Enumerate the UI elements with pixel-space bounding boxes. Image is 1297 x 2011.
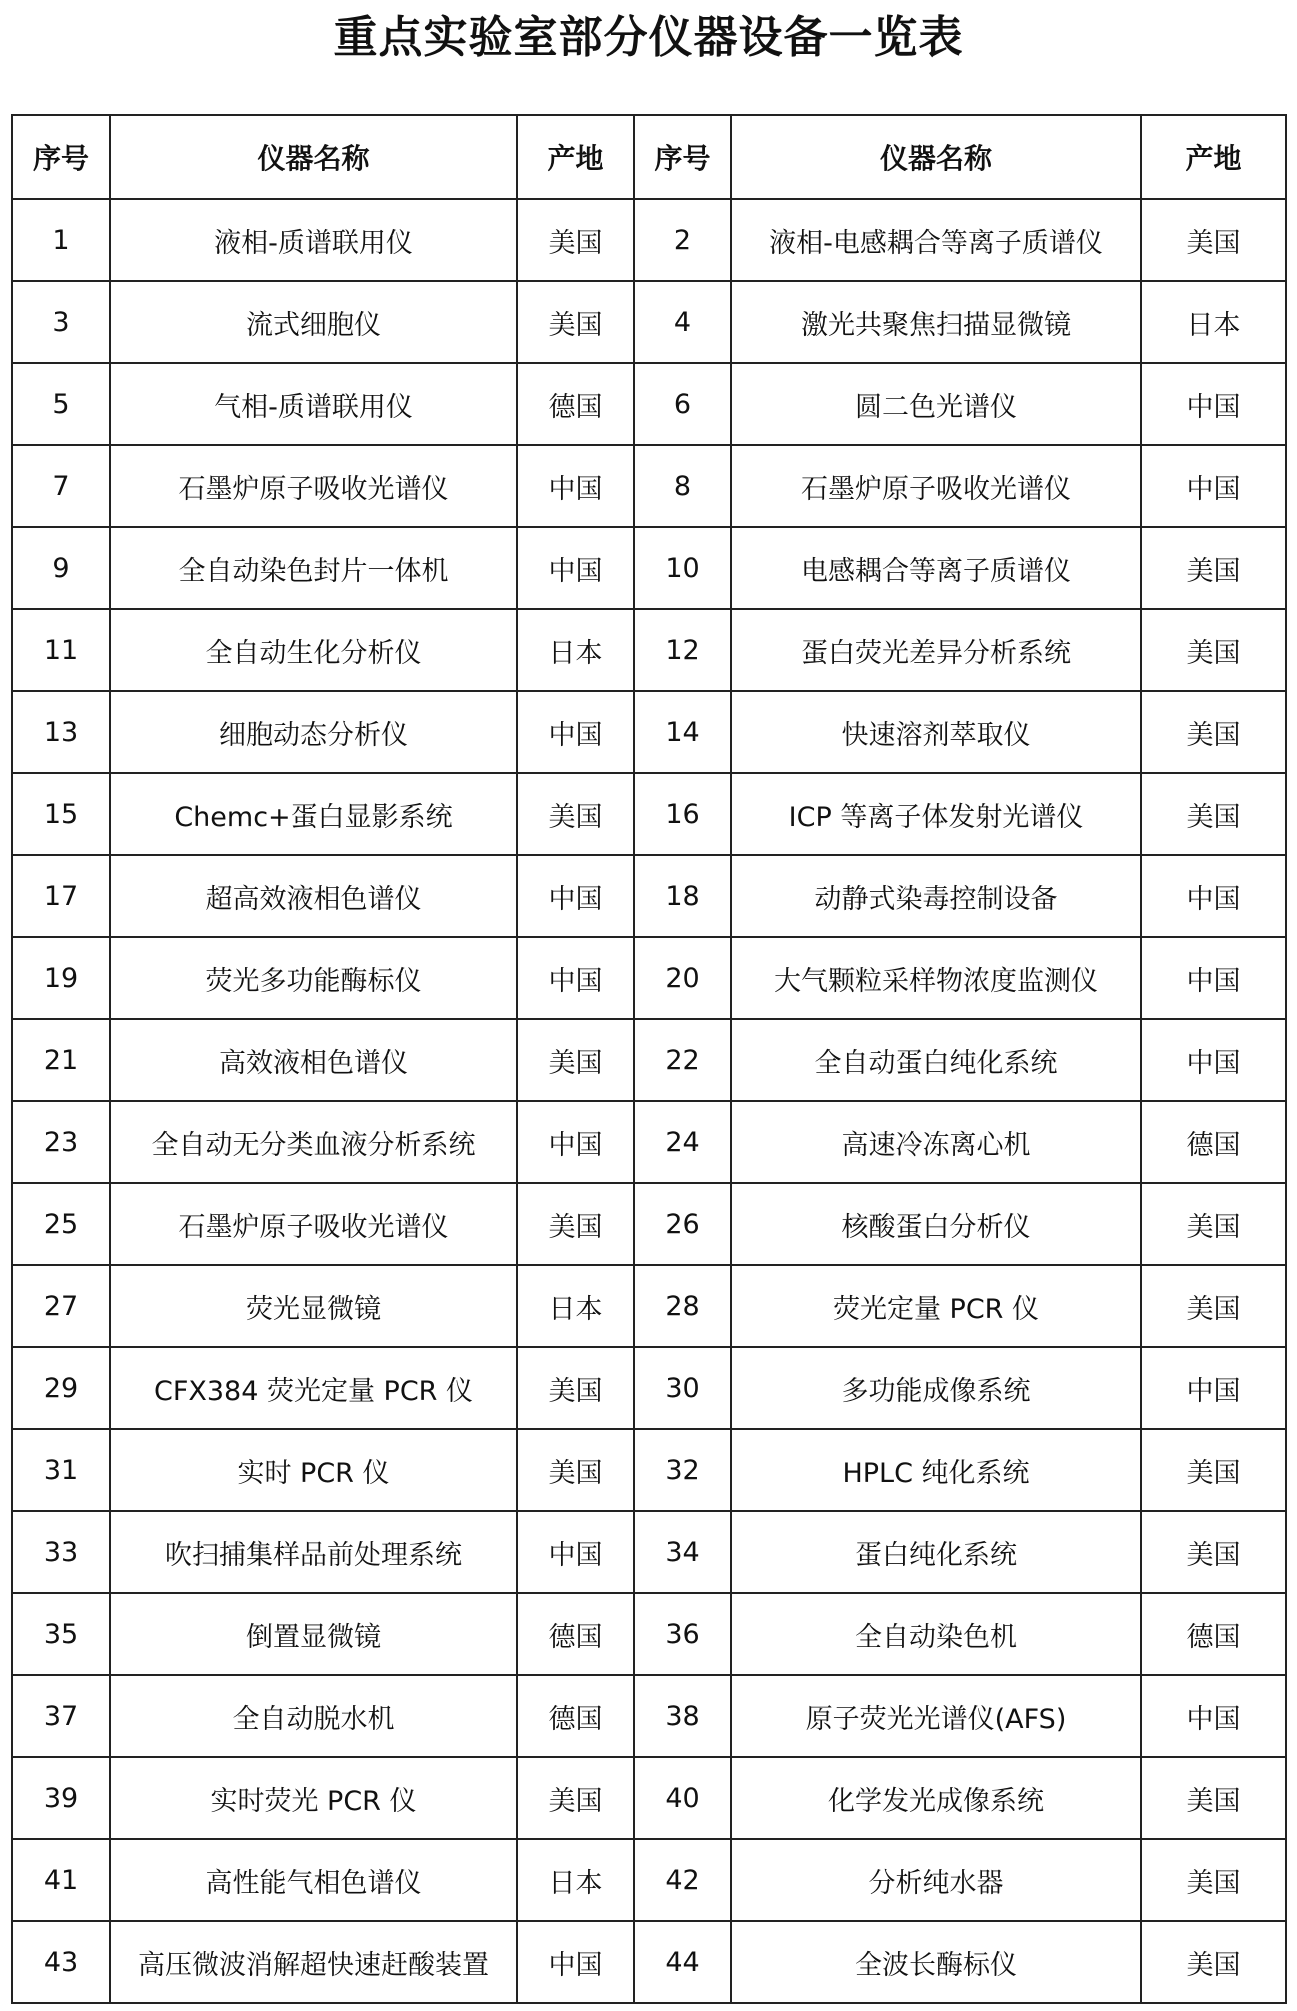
serial-left: 29	[12, 1347, 110, 1429]
header-serial-left: 序号	[12, 115, 110, 199]
serial-right: 14	[634, 691, 731, 773]
origin-left: 中国	[517, 937, 634, 1019]
instrument-name-right: 石墨炉原子吸收光谱仪	[731, 445, 1141, 527]
origin-right: 美国	[1141, 527, 1286, 609]
origin-left: 美国	[517, 1019, 634, 1101]
table-row	[12, 363, 1286, 445]
instrument-name-left: 气相-质谱联用仪	[110, 363, 517, 445]
instrument-name-left: 石墨炉原子吸收光谱仪	[110, 1183, 517, 1265]
origin-left: 日本	[517, 1265, 634, 1347]
origin-left: 德国	[517, 1675, 634, 1757]
serial-right: 32	[634, 1429, 731, 1511]
origin-right: 美国	[1141, 1183, 1286, 1265]
table-row	[12, 1511, 1286, 1593]
serial-left: 31	[12, 1429, 110, 1511]
origin-left: 中国	[517, 445, 634, 527]
origin-left: 美国	[517, 199, 634, 281]
origin-right: 中国	[1141, 445, 1286, 527]
instrument-name-right: 全波长酶标仪	[731, 1921, 1141, 2003]
origin-left: 中国	[517, 691, 634, 773]
instrument-name-right: 核酸蛋白分析仪	[731, 1183, 1141, 1265]
serial-right: 18	[634, 855, 731, 937]
serial-left: 5	[12, 363, 110, 445]
origin-left: 美国	[517, 1183, 634, 1265]
serial-left: 1	[12, 199, 110, 281]
header-name-right: 仪器名称	[731, 115, 1141, 199]
origin-left: 中国	[517, 1511, 634, 1593]
instrument-name-left: 全自动无分类血液分析系统	[110, 1101, 517, 1183]
origin-left: 中国	[517, 855, 634, 937]
origin-left: 德国	[517, 363, 634, 445]
instrument-name-right: 分析纯水器	[731, 1839, 1141, 1921]
instrument-name-left: Chemc+蛋白显影系统	[110, 773, 517, 855]
origin-right: 德国	[1141, 1593, 1286, 1675]
serial-left: 17	[12, 855, 110, 937]
instrument-name-left: CFX384 荧光定量 PCR 仪	[110, 1347, 517, 1429]
serial-right: 6	[634, 363, 731, 445]
serial-left: 19	[12, 937, 110, 1019]
header-origin-left: 产地	[517, 115, 634, 199]
table-row	[12, 199, 1286, 281]
serial-right: 20	[634, 937, 731, 1019]
origin-right: 美国	[1141, 1429, 1286, 1511]
table-row	[12, 773, 1286, 855]
serial-right: 16	[634, 773, 731, 855]
instrument-name-left: 全自动脱水机	[110, 1675, 517, 1757]
instrument-name-right: 快速溶剂萃取仪	[731, 691, 1141, 773]
instrument-name-right: 激光共聚焦扫描显微镜	[731, 281, 1141, 363]
origin-right: 美国	[1141, 1921, 1286, 2003]
origin-right: 中国	[1141, 937, 1286, 1019]
serial-right: 2	[634, 199, 731, 281]
table-row	[12, 1183, 1286, 1265]
serial-left: 13	[12, 691, 110, 773]
instrument-name-right: 蛋白荧光差异分析系统	[731, 609, 1141, 691]
table-row	[12, 855, 1286, 937]
origin-right: 中国	[1141, 1675, 1286, 1757]
serial-right: 44	[634, 1921, 731, 2003]
origin-right: 中国	[1141, 855, 1286, 937]
serial-left: 35	[12, 1593, 110, 1675]
serial-right: 40	[634, 1757, 731, 1839]
instrument-name-right: 全自动染色机	[731, 1593, 1141, 1675]
table-row	[12, 609, 1286, 691]
origin-right: 美国	[1141, 1839, 1286, 1921]
origin-left: 日本	[517, 609, 634, 691]
instrument-name-left: 高效液相色谱仪	[110, 1019, 517, 1101]
instrument-name-left: 高性能气相色谱仪	[110, 1839, 517, 1921]
instrument-name-right: 化学发光成像系统	[731, 1757, 1141, 1839]
instrument-name-right: 原子荧光光谱仪(AFS)	[731, 1675, 1141, 1757]
serial-left: 43	[12, 1921, 110, 2003]
instrument-name-right: 蛋白纯化系统	[731, 1511, 1141, 1593]
serial-right: 12	[634, 609, 731, 691]
equipment-table	[11, 114, 1287, 2004]
instrument-name-right: 电感耦合等离子质谱仪	[731, 527, 1141, 609]
table-row	[12, 1101, 1286, 1183]
origin-left: 美国	[517, 1347, 634, 1429]
instrument-name-right: 大气颗粒采样物浓度监测仪	[731, 937, 1141, 1019]
serial-left: 9	[12, 527, 110, 609]
serial-left: 27	[12, 1265, 110, 1347]
serial-left: 21	[12, 1019, 110, 1101]
instrument-name-left: 荧光显微镜	[110, 1265, 517, 1347]
table-row	[12, 1839, 1286, 1921]
serial-right: 38	[634, 1675, 731, 1757]
serial-left: 33	[12, 1511, 110, 1593]
instrument-name-left: 高压微波消解超快速赶酸装置	[110, 1921, 517, 2003]
instrument-name-right: 全自动蛋白纯化系统	[731, 1019, 1141, 1101]
instrument-name-right: 液相-电感耦合等离子质谱仪	[731, 199, 1141, 281]
instrument-name-left: 细胞动态分析仪	[110, 691, 517, 773]
instrument-name-right: HPLC 纯化系统	[731, 1429, 1141, 1511]
instrument-name-right: ICP 等离子体发射光谱仪	[731, 773, 1141, 855]
table-row	[12, 691, 1286, 773]
origin-right: 中国	[1141, 363, 1286, 445]
serial-left: 3	[12, 281, 110, 363]
origin-left: 美国	[517, 773, 634, 855]
origin-left: 中国	[517, 1101, 634, 1183]
table-row	[12, 1265, 1286, 1347]
serial-left: 37	[12, 1675, 110, 1757]
table-row	[12, 1675, 1286, 1757]
origin-right: 美国	[1141, 609, 1286, 691]
header-name-left: 仪器名称	[110, 115, 517, 199]
origin-left: 美国	[517, 1757, 634, 1839]
instrument-name-right: 圆二色光谱仪	[731, 363, 1141, 445]
serial-right: 10	[634, 527, 731, 609]
instrument-name-right: 荧光定量 PCR 仪	[731, 1265, 1141, 1347]
origin-left: 日本	[517, 1839, 634, 1921]
instrument-name-left: 全自动染色封片一体机	[110, 527, 517, 609]
origin-right: 日本	[1141, 281, 1286, 363]
serial-left: 11	[12, 609, 110, 691]
origin-left: 中国	[517, 1921, 634, 2003]
origin-right: 美国	[1141, 1757, 1286, 1839]
serial-right: 22	[634, 1019, 731, 1101]
table-row	[12, 527, 1286, 609]
table-row	[12, 937, 1286, 1019]
serial-right: 4	[634, 281, 731, 363]
origin-left: 德国	[517, 1593, 634, 1675]
origin-right: 美国	[1141, 773, 1286, 855]
table-row	[12, 1347, 1286, 1429]
origin-left: 美国	[517, 1429, 634, 1511]
table-row	[12, 1757, 1286, 1839]
header-origin-right: 产地	[1141, 115, 1286, 199]
serial-left: 15	[12, 773, 110, 855]
origin-right: 美国	[1141, 1511, 1286, 1593]
origin-right: 美国	[1141, 1265, 1286, 1347]
instrument-name-left: 倒置显微镜	[110, 1593, 517, 1675]
table-row	[12, 1429, 1286, 1511]
instrument-name-left: 实时 PCR 仪	[110, 1429, 517, 1511]
origin-right: 德国	[1141, 1101, 1286, 1183]
instrument-name-left: 流式细胞仪	[110, 281, 517, 363]
table-row	[12, 1593, 1286, 1675]
serial-right: 30	[634, 1347, 731, 1429]
instrument-name-left: 全自动生化分析仪	[110, 609, 517, 691]
instrument-name-right: 多功能成像系统	[731, 1347, 1141, 1429]
serial-left: 39	[12, 1757, 110, 1839]
table-row	[12, 445, 1286, 527]
serial-left: 7	[12, 445, 110, 527]
serial-right: 8	[634, 445, 731, 527]
header-serial-right: 序号	[634, 115, 731, 199]
origin-right: 中国	[1141, 1019, 1286, 1101]
instrument-name-left: 石墨炉原子吸收光谱仪	[110, 445, 517, 527]
origin-right: 美国	[1141, 691, 1286, 773]
instrument-name-right: 高速冷冻离心机	[731, 1101, 1141, 1183]
instrument-name-left: 吹扫捕集样品前处理系统	[110, 1511, 517, 1593]
serial-right: 28	[634, 1265, 731, 1347]
instrument-name-left: 液相-质谱联用仪	[110, 199, 517, 281]
origin-left: 美国	[517, 281, 634, 363]
header-row	[12, 115, 1286, 199]
serial-left: 41	[12, 1839, 110, 1921]
page-title: 重点实验室部分仪器设备一览表	[333, 12, 964, 63]
serial-right: 24	[634, 1101, 731, 1183]
instrument-name-left: 实时荧光 PCR 仪	[110, 1757, 517, 1839]
table-row	[12, 1019, 1286, 1101]
origin-right: 中国	[1141, 1347, 1286, 1429]
instrument-name-left: 荧光多功能酶标仪	[110, 937, 517, 1019]
table-row	[12, 281, 1286, 363]
serial-left: 23	[12, 1101, 110, 1183]
table-row	[12, 1921, 1286, 2003]
serial-right: 34	[634, 1511, 731, 1593]
instrument-name-right: 动静式染毒控制设备	[731, 855, 1141, 937]
serial-right: 42	[634, 1839, 731, 1921]
serial-right: 26	[634, 1183, 731, 1265]
origin-right: 美国	[1141, 199, 1286, 281]
serial-right: 36	[634, 1593, 731, 1675]
instrument-name-left: 超高效液相色谱仪	[110, 855, 517, 937]
serial-left: 25	[12, 1183, 110, 1265]
origin-left: 中国	[517, 527, 634, 609]
